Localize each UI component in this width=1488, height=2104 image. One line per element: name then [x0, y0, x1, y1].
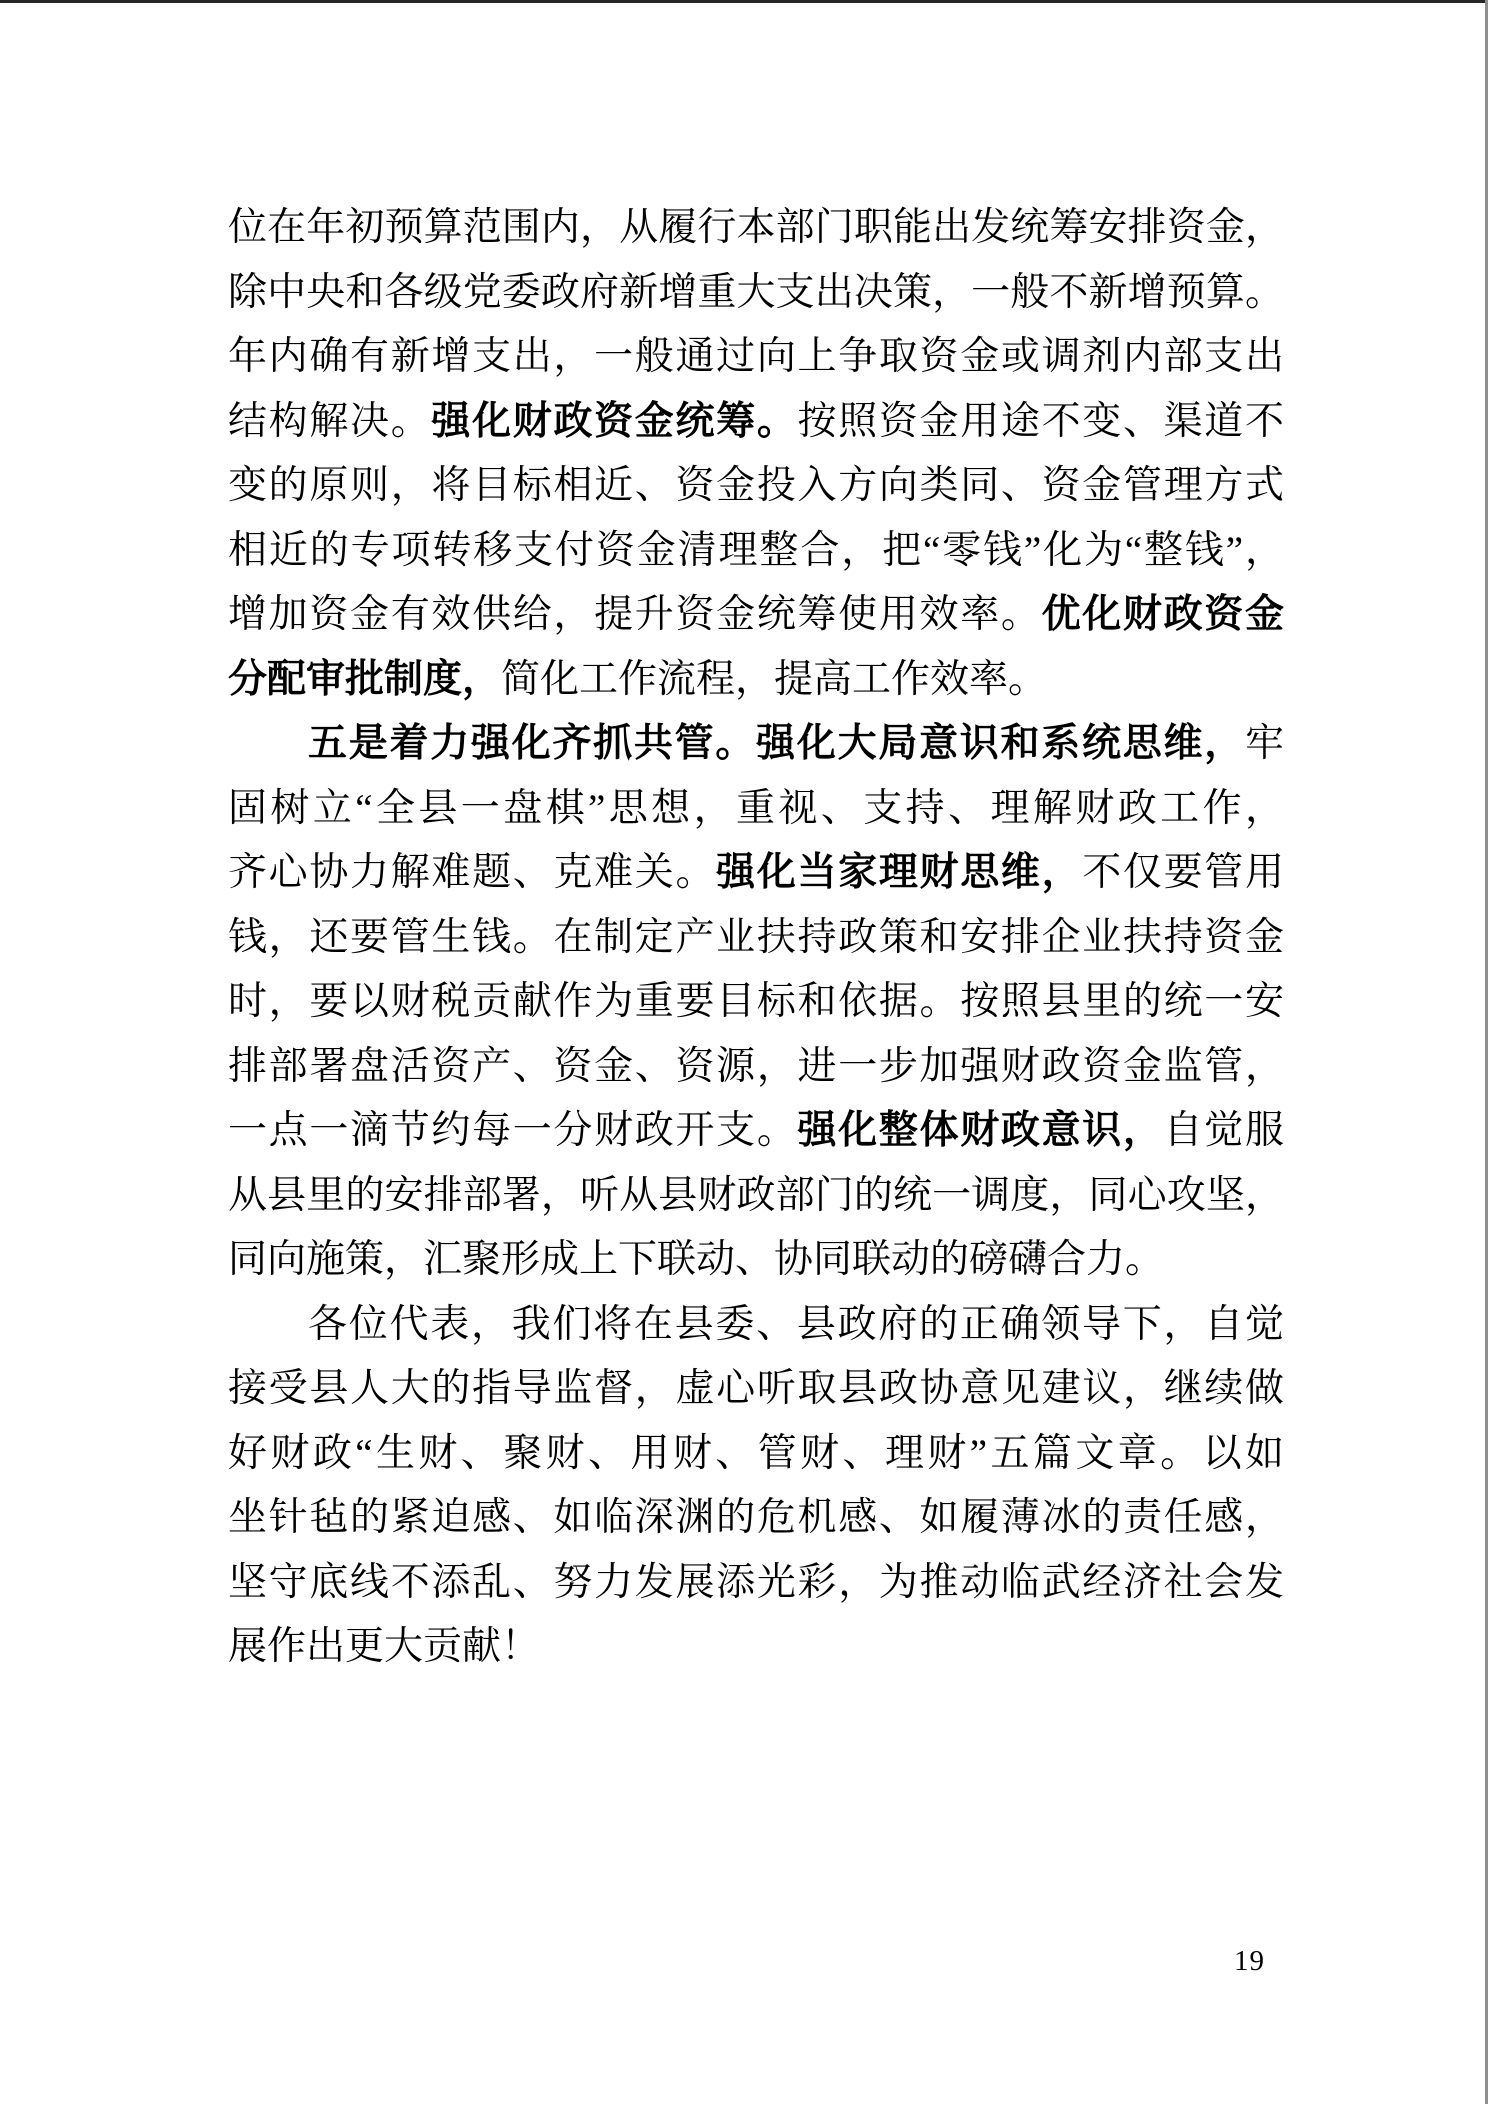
- text-line: [228, 261, 1284, 326]
- text-line: [228, 1486, 1284, 1551]
- text-line: [228, 1164, 1284, 1229]
- text-line: [228, 325, 1284, 390]
- bold-text-segment: 强化当家理财思维，: [716, 851, 1083, 894]
- text-segment: 同向施策，汇聚形成上下联动、协同联动的磅礴合力。: [228, 1238, 1165, 1281]
- text-segment: 按照资金用途不变、渠道不: [797, 399, 1284, 443]
- text-line: [228, 841, 1284, 906]
- text-line: [228, 777, 1284, 842]
- text-segment: 从县里的安排部署，听从县财政部门的统一调度，同心攻坚，: [228, 1173, 1284, 1217]
- text-segment: 坚守底线不添乱、努力发展添光彩，为推动临武经济社会发: [228, 1560, 1284, 1604]
- bold-text-segment: 优化财政资金: [1041, 593, 1284, 636]
- text-segment: 好财政“生财、聚财、用财、管财、理财”五篇文章。以如: [228, 1431, 1284, 1475]
- text-segment: 自觉服: [1163, 1109, 1284, 1152]
- text-line: [228, 648, 1284, 713]
- text-line: [228, 906, 1284, 971]
- text-segment: 一点一滴节约每一分财政开支。: [228, 1109, 798, 1152]
- text-segment: 牢: [1244, 722, 1284, 765]
- text-segment: 结构解决。: [228, 399, 432, 443]
- text-segment: 年内确有新增支出，一般通过向上争取资金或调剂内部支出: [228, 335, 1284, 378]
- text-segment: 变的原则，将目标相近、资金投入方向类同、资金管理方式: [228, 464, 1284, 507]
- text-line: [228, 196, 1284, 261]
- bold-text-segment: 强化财政资金统筹。: [431, 399, 798, 443]
- bold-text-segment: 强化整体财政意识，: [797, 1109, 1164, 1152]
- text-segment: 排部署盘活资产、资金、资源，进一步加强财政资金监管，: [228, 1044, 1284, 1088]
- text-line: [228, 1035, 1284, 1100]
- bold-text-segment: 五是着力强化齐抓共管。强化大局意识和系统思维，: [308, 722, 1245, 765]
- text-block: [228, 196, 1284, 1680]
- text-line: [228, 1615, 1284, 1680]
- text-segment: 坐针毡的紧迫感、如临深渊的危机感、如履薄冰的责任感，: [228, 1496, 1284, 1539]
- page-top-border: [0, 0, 1488, 3]
- text-line: [228, 712, 1284, 777]
- text-segment: 时，要以财税贡献作为重要目标和依据。按照县里的统一安: [228, 980, 1284, 1023]
- text-segment: 展作出更大贡献！: [228, 1625, 541, 1668]
- text-segment: 除中央和各级党委政府新增重大支出决策，一般不新增预算。: [228, 270, 1284, 314]
- text-segment: 简化工作流程，提高工作效率。: [501, 657, 1048, 701]
- text-segment: 固树立“全县一盘棋”思想，重视、支持、理解财政工作，: [228, 786, 1284, 830]
- text-line: [228, 970, 1284, 1035]
- text-segment: 相近的专项转移支付资金清理整合，把“零钱”化为“整钱”，: [228, 528, 1284, 572]
- text-line: [228, 1357, 1284, 1422]
- text-line: [228, 519, 1284, 584]
- text-line: [228, 583, 1284, 648]
- text-line: [228, 1099, 1284, 1164]
- text-segment: 各位代表，我们将在县委、县政府的正确领导下，自觉: [308, 1302, 1284, 1346]
- text-segment: 接受县人大的指导监督，虚心听取县政协意见建议，继续做: [228, 1367, 1284, 1410]
- bold-text-segment: 分配审批制度，: [228, 657, 502, 701]
- text-segment: 增加资金有效供给，提升资金统筹使用效率。: [228, 593, 1042, 636]
- text-line: [228, 1422, 1284, 1487]
- page-number: 19: [1234, 1945, 1265, 1977]
- text-line: [228, 1293, 1284, 1358]
- text-segment: 位在年初预算范围内，从履行本部门职能出发统筹安排资金，: [228, 206, 1284, 249]
- text-segment: 齐心协力解难题、克难关。: [228, 851, 717, 894]
- text-segment: 钱，还要管生钱。在制定产业扶持政策和安排企业扶持资金: [228, 915, 1284, 959]
- text-line: [228, 1228, 1284, 1293]
- text-segment: 不仅要管用: [1082, 851, 1284, 894]
- text-line: [228, 454, 1284, 519]
- text-line: [228, 390, 1284, 455]
- text-line: [228, 1551, 1284, 1616]
